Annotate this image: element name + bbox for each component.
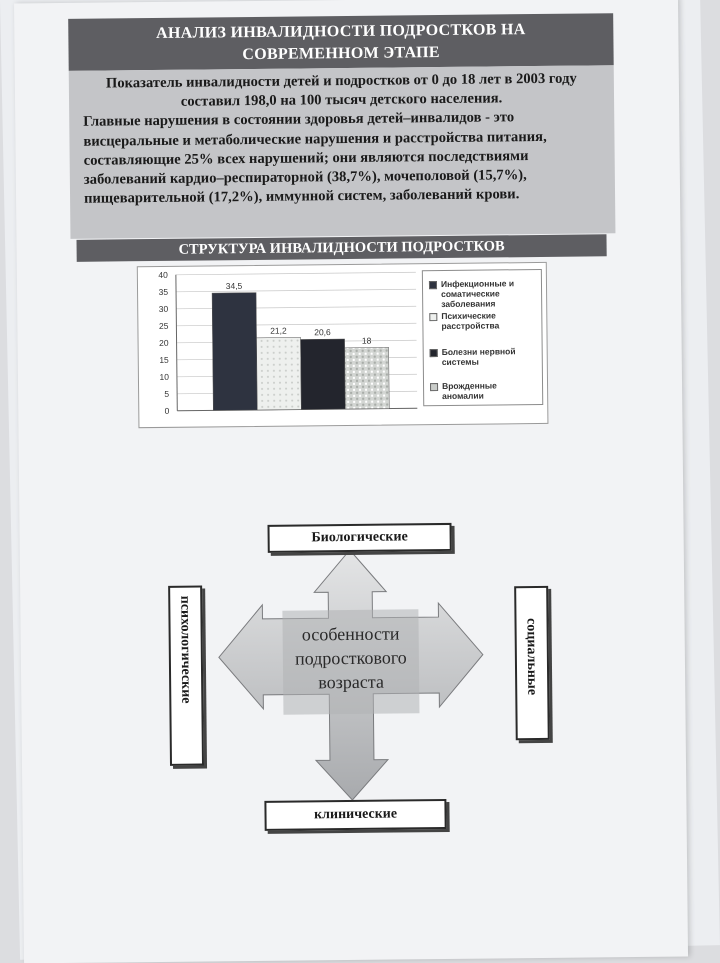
legend-label: Болезни нервной системы	[441, 346, 516, 368]
y-tick-label: 15	[159, 354, 169, 365]
intro-paragraph: Показатель инвалидности детей и подростков от 0 до 18 лет в 2003 году составил 198,0 на 100 тысяч детского населения.	[105, 70, 577, 110]
grid-line	[176, 289, 416, 292]
legend-item	[430, 346, 538, 368]
right-label-box	[514, 586, 550, 740]
intro-text-block	[69, 65, 616, 239]
legend-label: Психические расстройства	[441, 310, 500, 332]
center-caption	[271, 621, 432, 695]
y-tick-label: 25	[158, 320, 169, 331]
bar-4	[345, 347, 390, 409]
page-title	[68, 13, 614, 71]
title-line-1: АНАЛИЗ ИНВАЛИДНОСТИ ПОДРОСТКОВ НА	[156, 21, 526, 42]
bar-1	[212, 293, 257, 411]
bottom-label-box	[264, 799, 446, 831]
y-tick-label: 35	[158, 286, 169, 297]
grid-line	[176, 272, 416, 275]
y-tick-label: 20	[159, 337, 169, 348]
y-axis	[176, 275, 177, 411]
legend-swatch	[430, 349, 438, 357]
top-label-box	[267, 523, 451, 553]
legend-item	[429, 278, 537, 310]
center-line-3: возраста	[318, 671, 385, 693]
legend-label: Инфекционные и соматические заболевания	[440, 278, 515, 310]
chart-legend	[422, 269, 543, 406]
bar-value-label: 18	[361, 335, 372, 346]
left-label: психологические	[177, 595, 194, 704]
y-tick-label: 5	[164, 388, 170, 399]
center-line-1: особенности	[301, 623, 400, 645]
right-label: социальные	[523, 618, 540, 696]
age-features-diagram	[19, 506, 686, 843]
structure-header: СТРУКТУРА ИНВАЛИДНОСТИ ПОДРОСТКОВ	[76, 234, 606, 262]
disability-structure-chart	[137, 262, 549, 428]
bar-value-label: 21,2	[270, 325, 287, 336]
bar-value-label: 20,6	[314, 327, 331, 338]
y-tick-label: 40	[158, 269, 168, 280]
center-line-2: подросткового	[294, 647, 407, 669]
document-page	[14, 0, 688, 963]
legend-item	[430, 380, 538, 402]
title-line-2: СОВРЕМЕННОМ ЭТАПЕ	[242, 44, 440, 64]
top-label: Биологические	[311, 529, 408, 546]
y-tick-label: 10	[159, 371, 169, 382]
bottom-label: клинические	[313, 806, 398, 823]
left-label-box	[168, 586, 204, 766]
legend-label: Врожденные аномалии	[441, 380, 497, 402]
bar-3	[301, 339, 346, 409]
y-tick-label: 0	[164, 405, 170, 416]
legend-item	[429, 310, 537, 332]
legend-swatch	[430, 383, 438, 391]
legend-swatch	[429, 313, 437, 321]
y-tick-label: 30	[158, 303, 169, 314]
legend-swatch	[429, 281, 437, 289]
bar-2	[257, 337, 302, 410]
bar-value-label: 34,5	[225, 280, 243, 291]
body-paragraph: Главные нарушения в состоянии здоровья детей–инвалидов - это висцеральные и метаболические нарушения и расстройства питания, составляющие 25% всех нарушений; они являются последствиями заболеваний кардио–респираторной (38,7%), мочеполовой (15,7%), пищеварительной (17,2%), иммунной систем, заболеваний крови.	[83, 109, 547, 207]
